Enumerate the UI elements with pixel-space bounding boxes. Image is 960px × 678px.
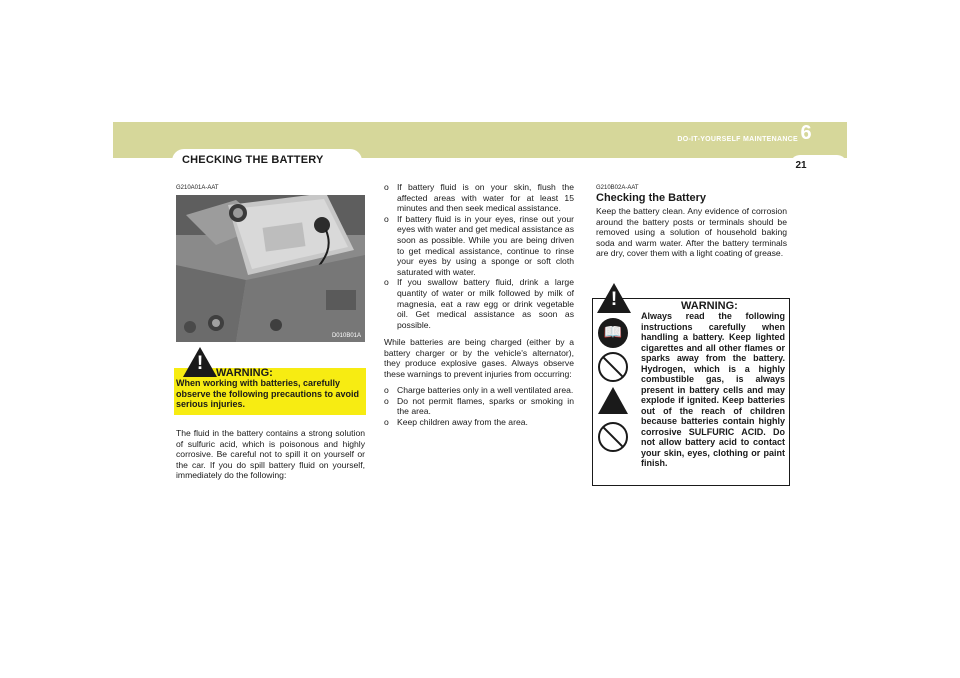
first-aid-list-container (384, 182, 574, 330)
list-item (384, 385, 574, 396)
warning-mark: ! (610, 289, 618, 310)
intro-paragraph: The fluid in the battery contains a strong solution of sulfuric acid, which is poisonous and highly corrosive. Be careful not to spill it on yourself or the car. If you do spill battery fluid on yourself, immediately do the following: (176, 428, 365, 481)
bullet-mark: o (384, 416, 389, 427)
right-code: G210B02A-AAT (596, 185, 639, 191)
list-item (384, 396, 574, 417)
bullet-mark: o (384, 385, 389, 395)
warning-title: WARNING: (681, 300, 738, 312)
read-manual-icon: 📖 (598, 318, 628, 348)
list-item (384, 214, 574, 278)
list-item-text: If battery fluid is on your skin, flush the affected areas with water for at least 15 minutes and then seek medical assistance. (397, 182, 574, 214)
no-flame-icon (598, 352, 628, 382)
list-item-text: Charge batteries only in a well ventilated area. (397, 385, 574, 395)
list-item-text: If battery fluid is in your eyes, rinse out your eyes with water and get medical assistance as soon as possible. While you are being driven to get medical assistance, continue to rinse your eyes by using a sponge or soft cloth saturated with water. (397, 213, 574, 277)
first-aid-list (384, 182, 574, 330)
bullet-mark: o (384, 395, 389, 406)
chapter-number: 6 (800, 122, 812, 144)
chapter-title: DO-IT-YOURSELF MAINTENANCE (677, 136, 798, 143)
charging-list-container (384, 385, 574, 427)
sub-heading: Checking the Battery (596, 192, 707, 204)
list-item-text: Keep children away from the area. (397, 416, 528, 427)
cleaning-paragraph: Keep the battery clean. Any evidence of corrosion around the battery posts or terminals should be removed using a solution of household baking soda and warm water. After the battery terminals are dry, cover them with a light coating of grease. (596, 206, 787, 259)
charging-list (384, 385, 574, 427)
keep-children-away-icon (598, 422, 628, 452)
section-title: CHECKING THE BATTERY (182, 154, 324, 166)
list-item-text: Do not permit flames, sparks or smoking in the area. (397, 395, 574, 417)
left-code: G210A01A-AAT (176, 185, 219, 191)
warning-text: When working with batteries, carefully observe the following precautions to avoid serious injuries. (176, 378, 360, 409)
warning-mark: ! (196, 353, 204, 374)
list-item (384, 417, 574, 428)
bullet-mark: o (384, 277, 389, 288)
photo-code: D010B01A (331, 333, 361, 339)
warning-title: WARNING: (216, 367, 273, 379)
list-item (384, 277, 574, 330)
charging-paragraph: While batteries are being charged (either by a battery charger or by the vehicle's alternator), they produce explosive gases. Always observe these warnings to prevent injuries from occurring: (384, 337, 574, 379)
explosion-icon (598, 387, 628, 414)
list-item (384, 182, 574, 214)
page-number: 21 (795, 160, 807, 171)
battery-photo (176, 195, 365, 342)
bullet-mark: o (384, 213, 389, 224)
bullet-mark: o (384, 182, 389, 192)
warning-text: Always read the following instructions carefully when handling a battery. Keep lighted cigarettes and all other flames or sparks away from the battery. Hydrogen, which is a highly combustible gas, is always present in battery cells and may explode if ignited. Keep batteries out of the reach of children because batteries contain highly corrosive SULFURIC ACID. Do not allow battery acid to contact your skin, eyes, clothing or paint finish. (641, 311, 785, 468)
list-item-text: If you swallow battery fluid, drink a large quantity of water or milk followed by milk of magnesia, eat a raw egg or drink vegetable oil. Get medical assistance as soon as possible. (397, 277, 574, 330)
